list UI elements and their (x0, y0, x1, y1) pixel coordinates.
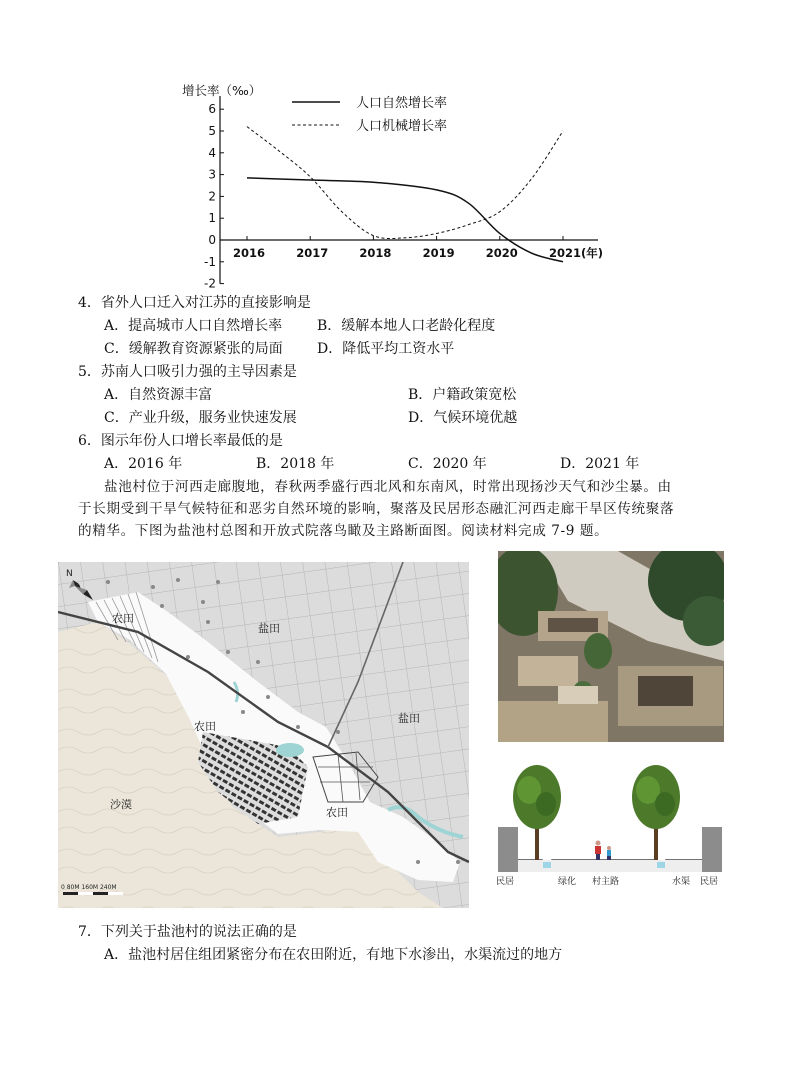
y-tick-label: 2 (208, 189, 216, 204)
house-right (702, 827, 722, 872)
map-label-desert: 沙漠 (110, 798, 132, 811)
question-5-stem: 5．苏南人口吸引力强的主导因素是 (78, 364, 297, 380)
question-7-option-a: A．盐池村居住组团紧密分布在农田附近，有地下水渗出，水渠流过的地方 (104, 947, 563, 963)
map-label-farm-mid: 农田 (194, 720, 216, 733)
passage-line: 于长期受到干旱气候特征和恶劣自然环境的影响，聚落及民居形态融汇河西走廊干旱区传统聚落 (78, 501, 675, 517)
x-tick-label: 2018 (359, 246, 392, 260)
section-label-minju-right: 民居 (700, 877, 719, 887)
canal-left (543, 862, 551, 868)
map-label-salt-n: 盐田 (258, 622, 280, 635)
passage-line: 的精华。下图为盐池村总图和开放式院落鸟瞰及主路断面图。阅读材料完成 7-9 题。 (78, 523, 609, 539)
population-growth-chart (170, 78, 610, 290)
courtyard-aerial-photo (498, 551, 724, 742)
canal-right (657, 862, 665, 868)
y-tick-label: -2 (204, 276, 216, 290)
map-label-salt-e: 盐田 (398, 712, 420, 725)
question-4-option-c: C．缓解教育资源紧张的局面 (104, 341, 283, 357)
question-5-option-b: B．户籍政策宽松 (408, 387, 517, 403)
north-label: N (66, 569, 73, 579)
scale-label: 0 80M 160M 240M (61, 884, 117, 891)
map-label-farm-se: 农田 (326, 806, 348, 819)
question-6-stem: 6．图示年份人口增长率最低的是 (78, 433, 283, 449)
y-tick-label: 5 (208, 124, 216, 138)
question-6-option-c: C．2020 年 (408, 456, 487, 472)
y-tick-label: 6 (208, 102, 216, 117)
question-4-option-a: A．提高城市人口自然增长率 (104, 318, 283, 334)
y-axis-title: 增长率（‰） (182, 83, 262, 98)
series-migration-growth-line (247, 127, 563, 239)
x-tick-label: 2020 (485, 246, 518, 260)
question-5-option-c: C．产业升级，服务业快速发展 (104, 410, 297, 426)
section-label-minju-left: 民居 (496, 877, 515, 887)
village-master-plan-map (58, 562, 469, 908)
section-label-main-road: 村主路 (592, 877, 620, 887)
scale-bar (61, 884, 123, 895)
question-6-option-b: B．2018 年 (256, 456, 335, 472)
question-4-stem: 4．省外人口迁入对江苏的直接影响是 (78, 295, 311, 311)
legend-label: 人口机械增长率 (356, 119, 448, 134)
x-tick-label: 2021(年) (549, 246, 604, 260)
question-6-option-d: D．2021 年 (560, 456, 640, 472)
question-4-option-d: D．降低平均工资水平 (317, 341, 455, 357)
question-6-option-a: A．2016 年 (104, 456, 183, 472)
question-7-stem: 7．下列关于盐池村的说法正确的是 (78, 924, 297, 940)
y-tick-label: 4 (208, 145, 216, 160)
passage-line: 盐池村位于河西走廊腹地，春秋两季盛行西北风和东南风，时常出现扬沙天气和沙尘暴。由 (104, 479, 672, 495)
section-label-greening: 绿化 (558, 877, 577, 887)
reading-passage (78, 476, 718, 542)
y-tick-label: 3 (208, 167, 216, 182)
x-tick-label: 2016 (233, 246, 266, 260)
question-4-option-b: B．缓解本地人口老龄化程度 (317, 318, 496, 334)
y-tick-label: 1 (208, 211, 216, 226)
x-tick-label: 2019 (422, 246, 455, 260)
tree-right-icon (632, 765, 680, 860)
legend-label: 人口自然增长率 (356, 96, 448, 111)
tree-left-icon (513, 765, 561, 860)
main-road-section-diagram (494, 752, 726, 892)
y-tick-label: -1 (204, 254, 216, 269)
x-tick-label: 2017 (296, 246, 329, 260)
question-5-option-d: D．气候环境优越 (408, 410, 518, 426)
question-5-option-a: A．自然资源丰富 (104, 387, 213, 403)
y-tick-label: 0 (208, 233, 216, 247)
pedestrians-icon (595, 841, 611, 861)
map-label-farm-nw: 农田 (112, 612, 134, 625)
house-left (498, 827, 518, 872)
section-label-canal: 水渠 (672, 877, 691, 887)
